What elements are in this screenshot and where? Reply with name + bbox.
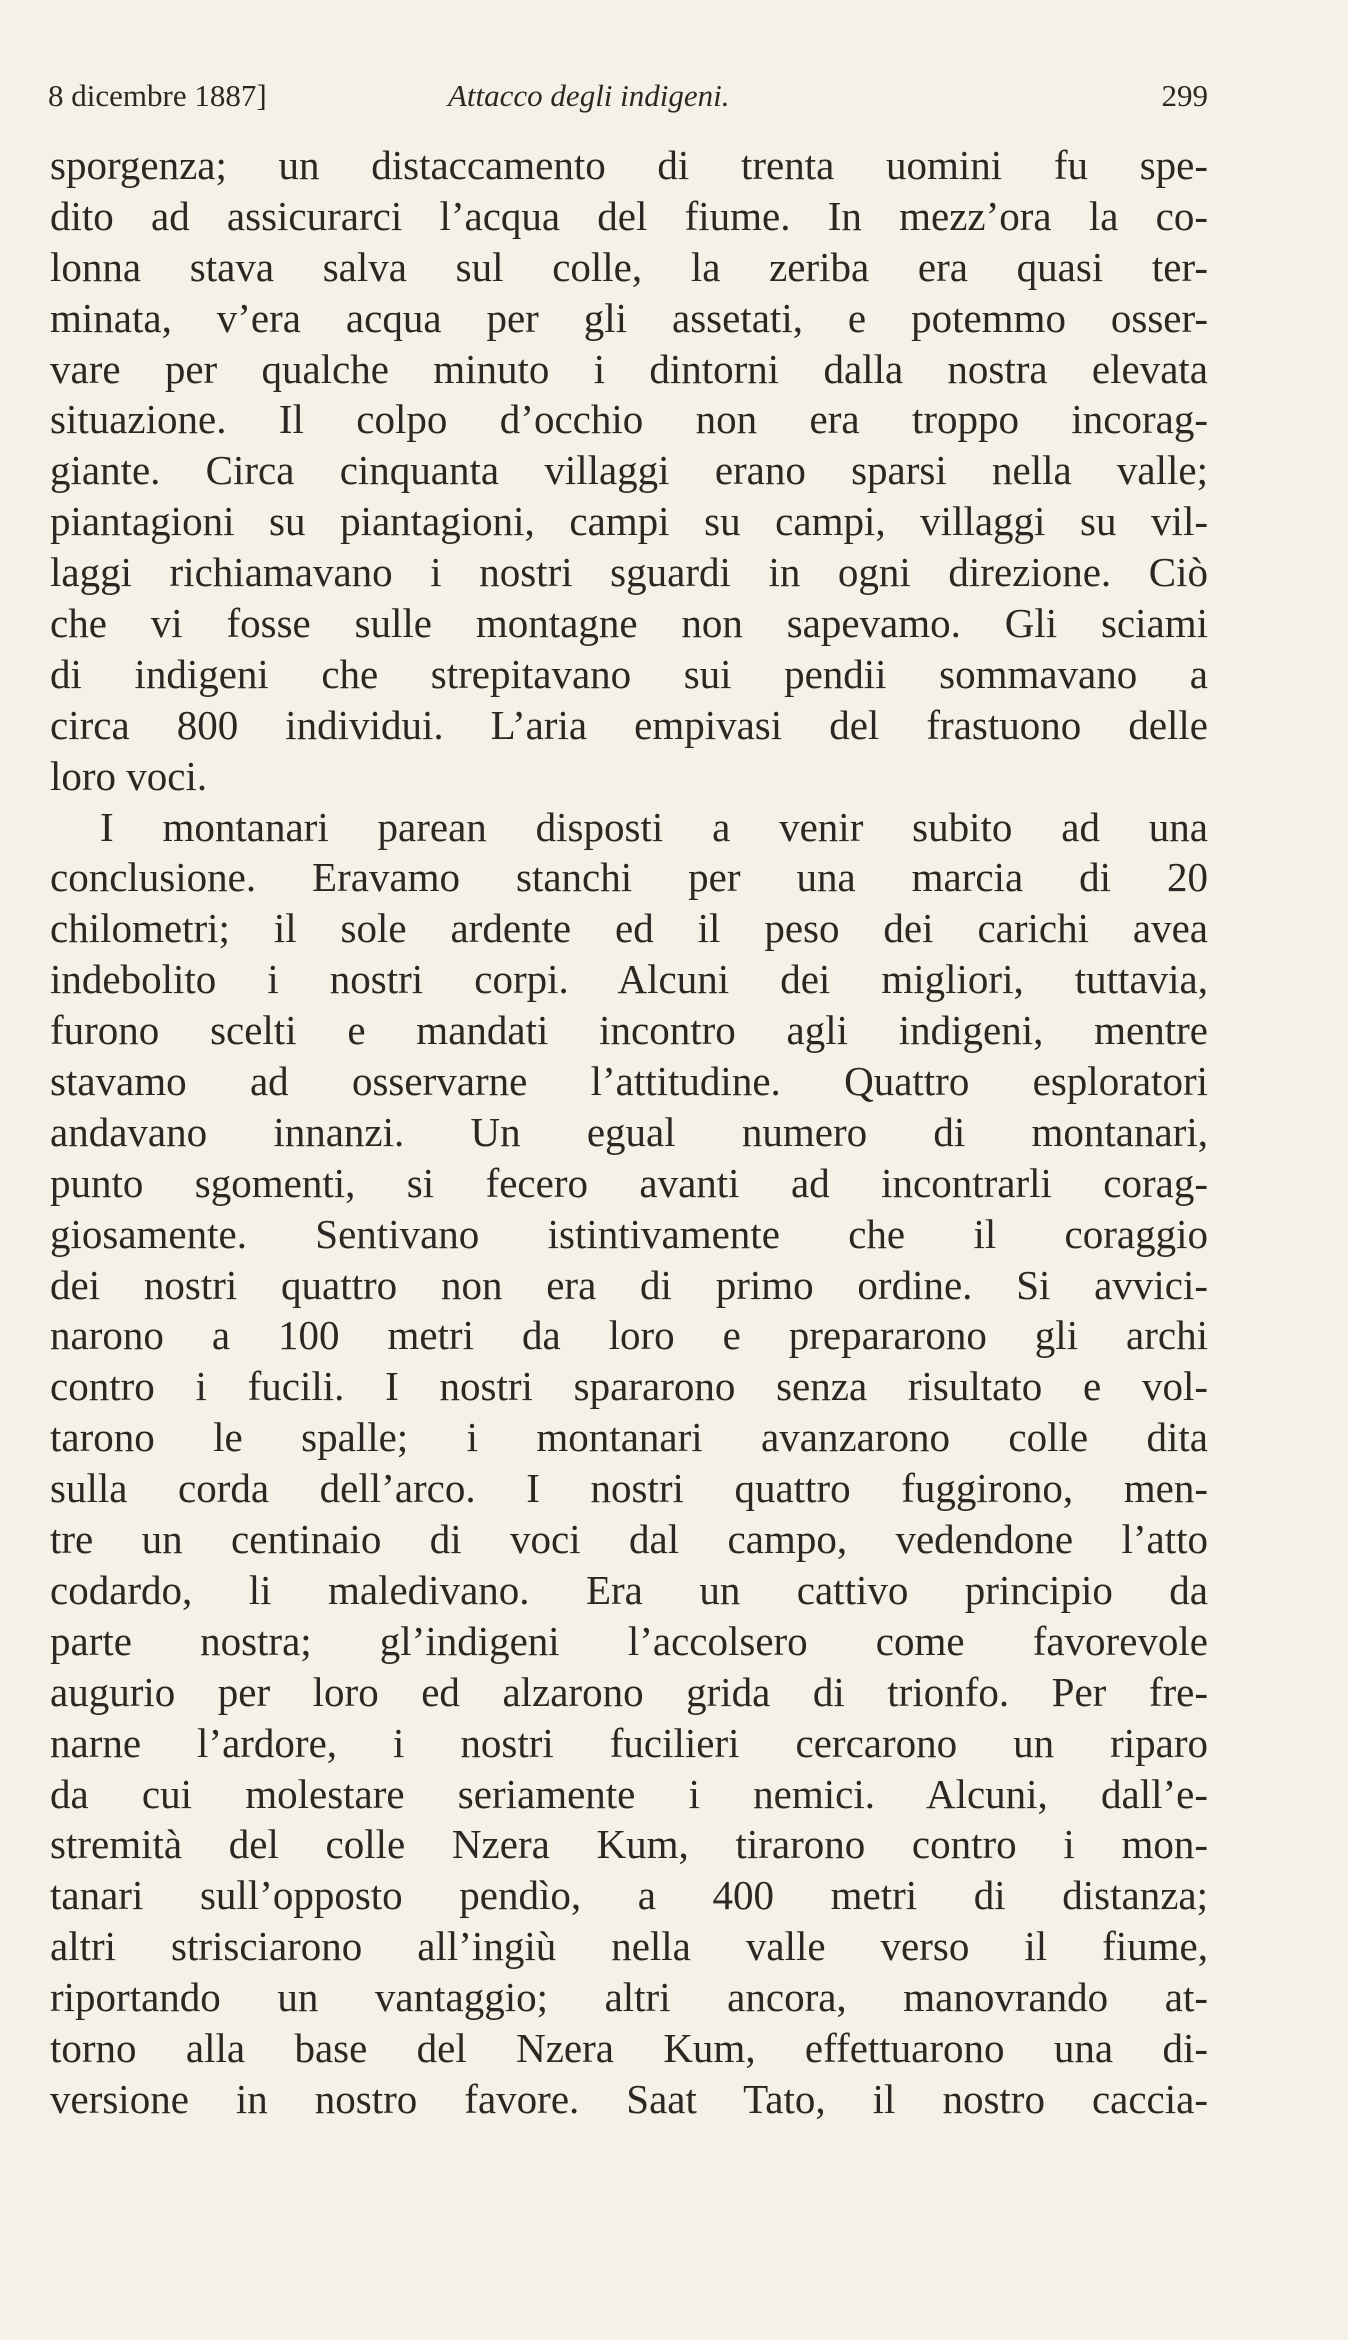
text-line: conclusione. Eravamo stanchi per una marcia di 20 [50,854,1208,901]
text-line: narono a 100 metri da loro e prepararono gli archi [50,1312,1208,1359]
text-line: da cui molestare seriamente i nemici. Alcuni, dall’e- [50,1770,1208,1817]
text-line: narne l’ardore, i nostri fucilieri cercarono un riparo [50,1719,1208,1766]
text-line: circa 800 individui. L’aria empivasi del frastuono delle [50,701,1208,748]
text-line: laggi richiamavano i nostri sguardi in ogni direzione. Ciò [50,549,1208,596]
header-date: 8 dicembre 1887] [48,78,267,113]
text-line: punto sgomenti, si fecero avanti ad incontrarli corag- [50,1159,1208,1206]
text-line: giosamente. Sentivano istintivamente che il coraggio [50,1210,1208,1257]
body-text [50,140,1208,2125]
text-line: giante. Circa cinquanta villaggi erano sparsi nella valle; [50,447,1208,494]
text-line: che vi fosse sulle montagne non sapevamo. Gli sciami [50,600,1208,647]
text-line: riportando un vantaggio; altri ancora, manovrando at- [50,1974,1208,2021]
text-line: dei nostri quattro non era di primo ordine. Si avvici- [50,1261,1208,1308]
text-line: codardo, li maledivano. Era un cattivo principio da [50,1566,1208,1613]
text-line: lonna stava salva sul colle, la zeriba era quasi ter- [50,243,1208,290]
text-line: furono scelti e mandati incontro agli indigeni, mentre [50,1007,1208,1054]
text-line: tanari sull’opposto pendìo, a 400 metri di distanza; [50,1872,1208,1919]
text-line: parte nostra; gl’indigeni l’accolsero come favorevole [50,1617,1208,1664]
text-line: versione in nostro favore. Saat Tato, il nostro caccia- [50,2075,1208,2122]
text-line: minata, v’era acqua per gli assetati, e potemmo osser- [50,294,1208,341]
text-line: contro i fucili. I nostri spararono senza risultato e vol- [50,1363,1208,1410]
text-line: torno alla base del Nzera Kum, effettuarono una di- [50,2024,1208,2071]
text-line: tre un centinaio di voci dal campo, vedendone l’atto [50,1516,1208,1563]
text-line: vare per qualche minuto i dintorni dalla nostra elevata [50,345,1208,392]
text-line: indebolito i nostri corpi. Alcuni dei migliori, tuttavia, [50,956,1208,1003]
text-line: situazione. Il colpo d’occhio non era troppo incorag- [50,396,1208,443]
text-line: chilometri; il sole ardente ed il peso dei carichi avea [50,905,1208,952]
text-line: tarono le spalle; i montanari avanzarono colle dita [50,1414,1208,1461]
text-line: sulla corda dell’arco. I nostri quattro fuggirono, men- [50,1465,1208,1512]
paragraph-start-line: I montanari parean disposti a venir subito ad una [100,803,1208,850]
page-number: 299 [1161,78,1208,113]
text-line: stremità del colle Nzera Kum, tirarono contro i mon- [50,1821,1208,1868]
text-line: sporgenza; un distaccamento di trenta uomini fu spe- [50,142,1208,188]
text-line: di indigeni che strepitavano sui pendii sommavano a [50,650,1208,697]
text-line: dito ad assicurarci l’acqua del fiume. In mezz’ora la co- [50,192,1208,239]
text-line: altri strisciarono all’ingiù nella valle verso il fiume, [50,1923,1208,1970]
text-line: andavano innanzi. Un egual numero di montanari, [50,1108,1208,1155]
text-line: augurio per loro ed alzarono grida di trionfo. Per fre- [50,1668,1208,1715]
running-header [48,78,1208,122]
text-line: piantagioni su piantagioni, campi su campi, villaggi su vil- [50,498,1208,545]
header-title: Attacco degli indigeni. [448,78,730,113]
text-line: stavamo ad osservarne l’attitudine. Quattro esploratori [50,1058,1208,1105]
paragraph-end-line: loro voci. [50,752,208,799]
